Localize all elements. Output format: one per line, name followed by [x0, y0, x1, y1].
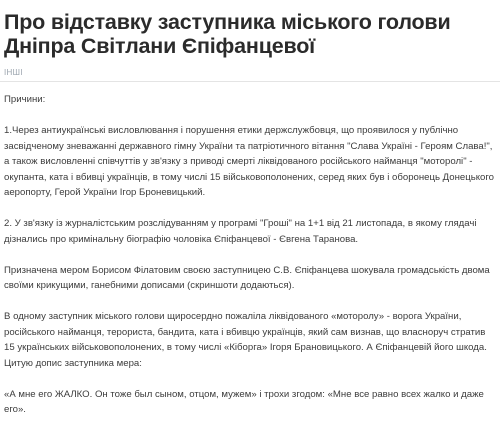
- article-paragraph: Причини:: [4, 94, 46, 105]
- article-paragraph: 1.Через антиукраїнські висловлювання і порушення етики держслужбовця, що проявилося у публічно засвідченому зневажанні державного гімну України та патріотичного вітання "Слава Україні - Героям Слава!", а також висловленні співчуттів у зв'язку з приводі смерті ліквідованого російського найманця "моторолі" - окупанта, ката і вбивці українців, в тому числі 15 військовополонених, серед яких був і оборонець Донецького аеропорту, Герой України Ігор Броневицький.: [4, 125, 494, 198]
- divider: [0, 81, 500, 82]
- category-link[interactable]: ІНШІ: [4, 68, 23, 77]
- article-paragraph: Призначена мером Борисом Філатовим своєю заступницею С.В. Єпіфанцева шокувала громадськість двома своїми крикущими, ганебними дописами (скриншоти додаються).: [4, 264, 490, 291]
- article-paragraph: 2. У зв'язку із журналістським розслідуванням у програмі "Гроші" на 1+1 від 21 листопада, в якому глядачі дізнались про кримінальну біографію чоловіка Єпіфанцевої - Євгена Таранова.: [4, 218, 477, 245]
- article-body: [4, 92, 496, 418]
- article-title: Про відставку заступника міського голови Дніпра Світлани Єпіфанцевої: [4, 10, 451, 58]
- article-paragraph: «А мне его ЖАЛКО. Он тоже был сыном, отцом, мужем» і трохи згодом: «Мне все равно всех жалко и даже его».: [4, 388, 484, 415]
- article-paragraph: В одному заступник міського голови щиросердно пожаліла ліквідованого «моторолу» - ворога України, російського найманця, терориста, бандита, ката і вбивцю українців, який сам визнав, що власноруч стратив 15 українських військовополонених, в тому числі «Кіборга» Ігоря Брановицького. А Єпіфанцевій його шкода. Цитую допис заступника мера:: [4, 311, 487, 369]
